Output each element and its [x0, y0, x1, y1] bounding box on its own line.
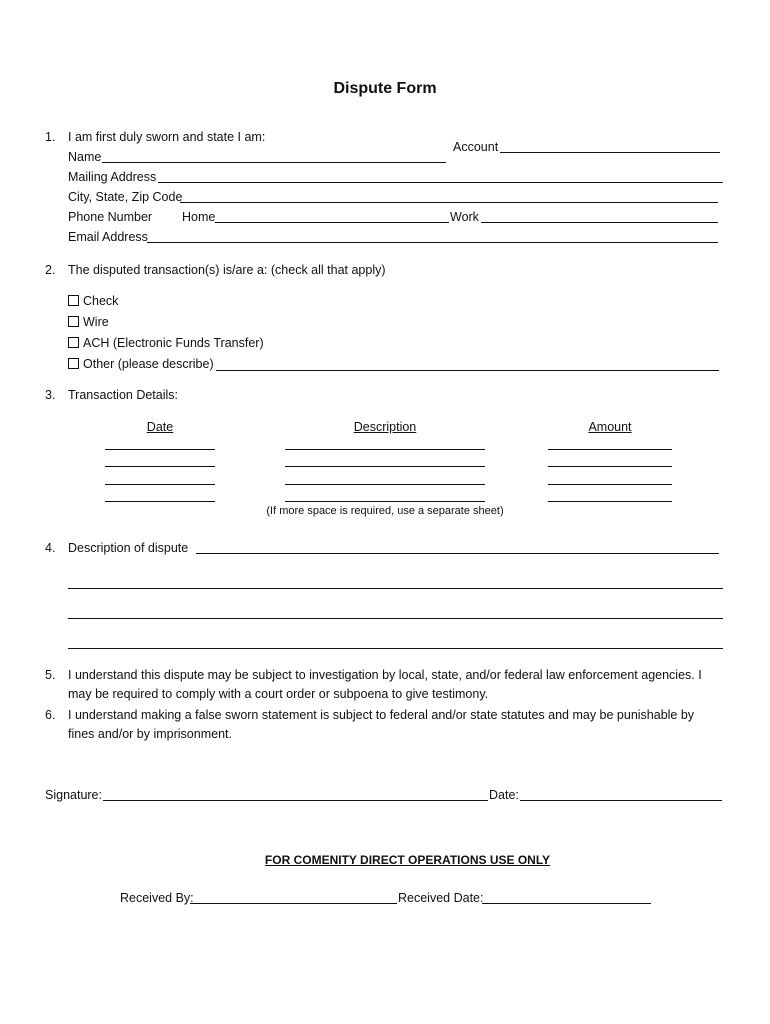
checkbox-wire[interactable]	[68, 315, 109, 329]
mailing-address-field[interactable]	[160, 167, 720, 183]
received-date-field[interactable]	[484, 888, 649, 904]
section-6-text-line-2: fines and/or by imprisonment.	[68, 727, 232, 741]
description-line[interactable]	[285, 449, 485, 450]
account-label: Account	[453, 140, 499, 154]
section-2-heading: The disputed transaction(s) is/are a: (check all that apply)	[68, 263, 386, 277]
dispute-description-line-4[interactable]	[68, 648, 723, 649]
city-state-zip-field[interactable]	[182, 187, 716, 203]
received-by-label: Received By:	[120, 891, 194, 905]
signature-field[interactable]	[105, 785, 486, 801]
signature-date-field[interactable]	[522, 785, 720, 801]
checkbox-label: ACH (Electronic Funds Transfer)	[83, 336, 264, 350]
section-6-number: 6.	[45, 708, 56, 722]
section-5-text-line-2: may be required to comply with a court order or subpoena to give testimony.	[68, 687, 489, 701]
section-1-intro: I am first duly sworn and state I am:	[68, 130, 266, 144]
name-field[interactable]	[104, 147, 444, 163]
amount-line[interactable]	[548, 466, 672, 467]
checkbox-other[interactable]	[68, 357, 214, 371]
checkbox-icon	[68, 358, 79, 369]
checkbox-label: Other (please describe)	[83, 357, 214, 371]
section-5-number: 5.	[45, 668, 56, 682]
checkbox-icon	[68, 316, 79, 327]
section-2-number: 2.	[45, 263, 56, 277]
date-line[interactable]	[105, 501, 215, 502]
checkbox-icon	[68, 337, 79, 348]
date-column-header: Date	[146, 420, 174, 434]
section-3-heading: Transaction Details:	[68, 388, 178, 402]
dispute-description-line-3[interactable]	[68, 618, 723, 619]
dispute-description-line-2[interactable]	[68, 588, 723, 589]
checkbox-check[interactable]	[68, 294, 118, 308]
office-use-heading: FOR COMENITY DIRECT OPERATIONS USE ONLY	[264, 853, 551, 867]
description-column-header: Description	[353, 420, 417, 434]
page-title: Dispute Form	[333, 80, 437, 97]
description-line[interactable]	[285, 466, 485, 467]
date-line[interactable]	[105, 466, 215, 467]
extra-space-note: (If more space is required, use a separate sheet)	[266, 505, 504, 517]
home-phone-field[interactable]	[217, 207, 447, 223]
account-field[interactable]	[502, 137, 718, 153]
signature-date-label: Date:	[489, 788, 519, 802]
date-line[interactable]	[105, 484, 215, 485]
date-line[interactable]	[105, 449, 215, 450]
work-phone-field[interactable]	[483, 207, 716, 223]
home-phone-label: Home	[182, 210, 216, 224]
received-date-label: Received Date:	[398, 891, 484, 905]
description-line[interactable]	[285, 501, 485, 502]
dispute-description-field[interactable]	[198, 538, 717, 554]
amount-line[interactable]	[548, 449, 672, 450]
checkbox-label: Wire	[83, 315, 109, 329]
checkbox-ach[interactable]	[68, 336, 264, 350]
signature-label: Signature:	[45, 788, 102, 802]
email-address-field[interactable]	[149, 227, 716, 243]
city-state-zip-label: City, State, Zip Code	[68, 190, 183, 204]
work-phone-label: Work	[450, 210, 479, 224]
received-by-field[interactable]	[192, 888, 395, 904]
amount-line[interactable]	[548, 501, 672, 502]
section-6-text-line-1: I understand making a false sworn statement is subject to federal and/or state statutes and may be punishable by	[68, 708, 695, 722]
amount-column-header: Amount	[588, 420, 632, 434]
section-1-number: 1.	[45, 130, 56, 144]
section-4-heading: Description of dispute	[68, 541, 189, 555]
checkbox-label: Check	[83, 294, 119, 308]
amount-line[interactable]	[548, 484, 672, 485]
name-label: Name	[68, 150, 102, 164]
checkbox-icon	[68, 295, 79, 306]
other-describe-field[interactable]	[218, 355, 717, 371]
section-4-number: 4.	[45, 541, 56, 555]
mailing-address-label: Mailing Address	[68, 170, 157, 184]
section-3-number: 3.	[45, 388, 56, 402]
phone-number-label: Phone Number	[68, 210, 153, 224]
description-line[interactable]	[285, 484, 485, 485]
email-address-label: Email Address	[68, 230, 148, 244]
section-5-text-line-1: I understand this dispute may be subject to investigation by local, state, and/or federal law enforcement agencies. I	[68, 668, 702, 682]
